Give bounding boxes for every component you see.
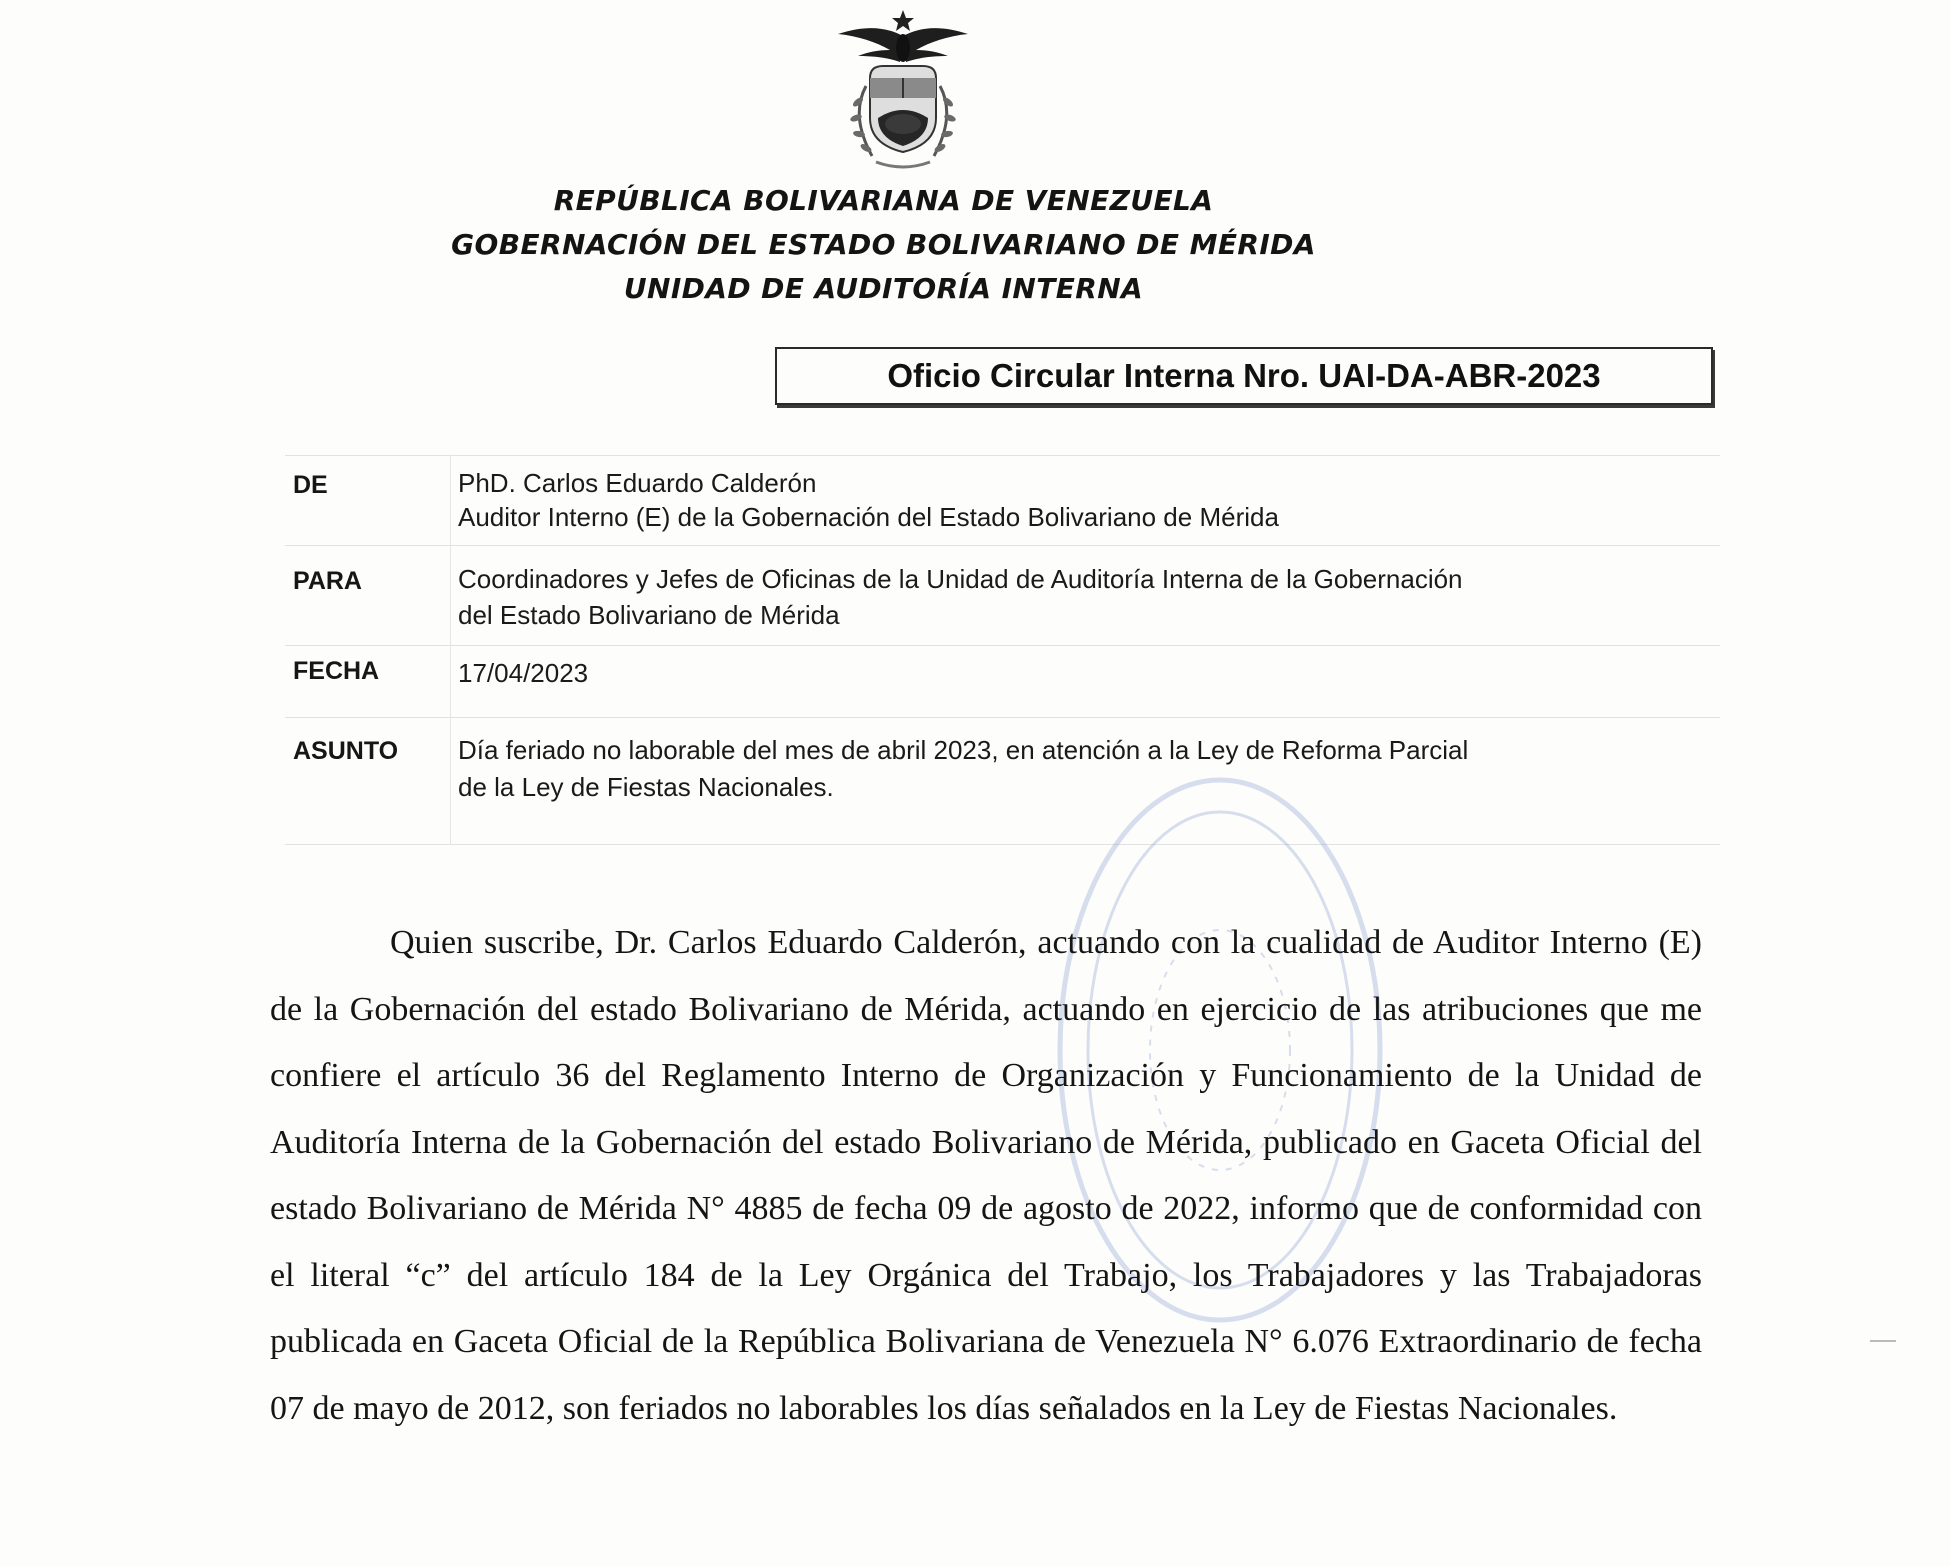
memo-para-line1: Coordinadores y Jefes de Oficinas de la Unidad de Auditoría Interna de la Gobernación	[458, 564, 1463, 594]
memo-table	[285, 455, 1720, 845]
memo-label-asunto: ASUNTO	[293, 737, 399, 765]
header-republica: REPÚBLICA BOLIVARIANA DE VENEZUELA	[553, 184, 1214, 217]
memo-de-title: Auditor Interno (E) de la Gobernación del Estado Bolivariano de Mérida	[458, 502, 1279, 532]
memo-fecha-value: 17/04/2023	[458, 658, 589, 688]
memo-label-fecha: FECHA	[293, 657, 380, 685]
memo-asunto-line1: Día feriado no laborable del mes de abril 2023, en atención a la Ley de Reforma Parcial	[458, 735, 1469, 765]
header-gobernacion: GOBERNACIÓN DEL ESTADO BOLIVARIANO DE MÉRIDA	[451, 228, 1316, 261]
scan-edge-mark	[1870, 1340, 1896, 1342]
memo-asunto-line2: de la Ley de Fiestas Nacionales.	[458, 772, 834, 802]
coat-of-arms-icon	[828, 6, 978, 178]
memo-de-name: PhD. Carlos Eduardo Calderón	[458, 468, 817, 498]
memo-label-de: DE	[293, 471, 328, 499]
body-paragraph: Quien suscribe, Dr. Carlos Eduardo Calderón, actuando con la cualidad de Auditor Interno (E) de la Gobernación del estado Bolivariano de Mérida, actuando en ejercicio de las atribuciones que me confiere el artículo 36 del Reglamento Interno de Organización y Funcionamiento de la Unidad de Auditoría Interna de la Gobernación del estado Bolivariano de Mérida, publicado en Gaceta Oficial del estado Bolivariano de Mérida N° 4885 de fecha 09 de agosto de 2022, informo que de conformidad con el literal “c” del artículo 184 de la Ley Orgánica del Trabajo, los Trabajadores y las Trabajadoras publicada en Gaceta Oficial de la República Bolivariana de Venezuela N° 6.076 Extraordinario de fecha 07 de mayo de 2012, son feriados no laborables los días señalados en la Ley de Fiestas Nacionales.	[270, 924, 1702, 1427]
oficio-number-box: Oficio Circular Interna Nro. UAI-DA-ABR-2023	[775, 347, 1713, 405]
memo-para-line2: del Estado Bolivariano de Mérida	[458, 600, 840, 630]
memo-label-para: PARA	[293, 567, 362, 595]
header-unidad: UNIDAD DE AUDITORÍA INTERNA	[623, 272, 1144, 305]
